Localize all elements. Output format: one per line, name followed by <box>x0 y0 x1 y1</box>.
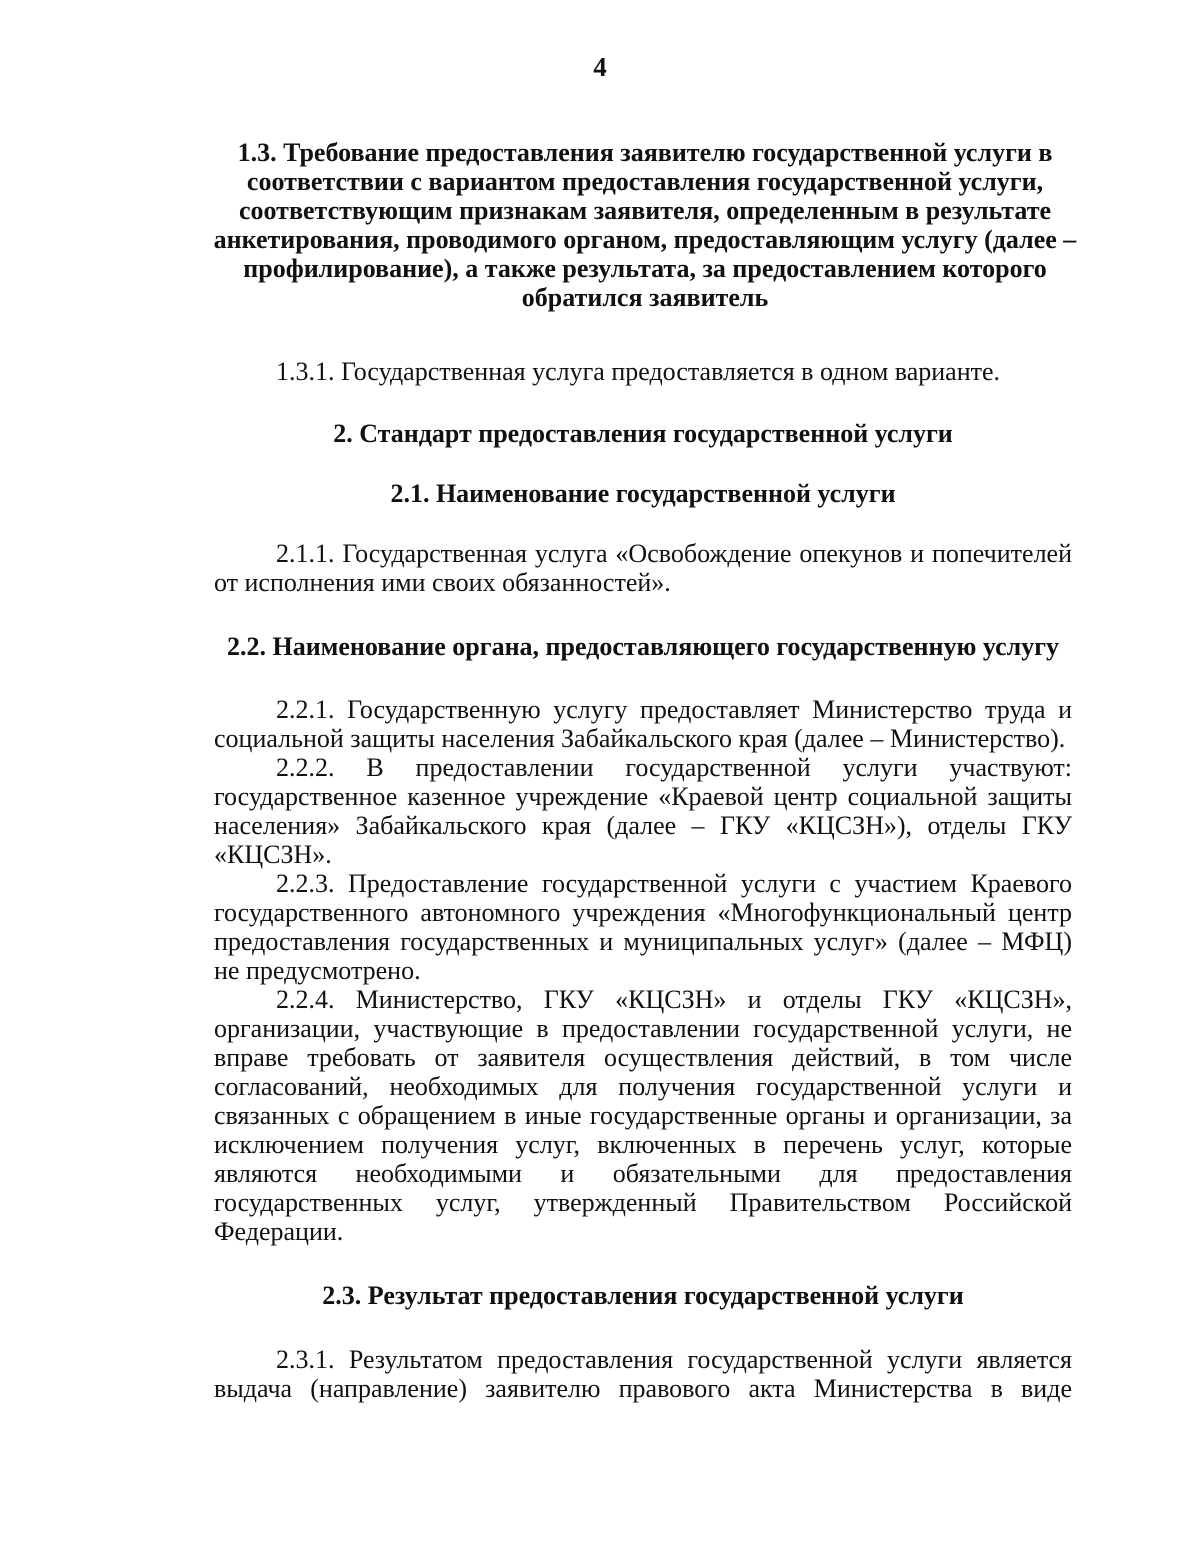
paragraph-2-2-4: 2.2.4. Министерство, ГКУ «КЦСЗН» и отделы ГКУ «КЦСЗН», организации, участвующие в предоставлении государственной услуги, не вправе требовать от заявителя осуществления действий, в том числе согласований, необходимых для получения государственной услуги и связанных с обращением в иные государственные органы и организации, за исключением получения услуг, включенных в перечень услуг, которые являются необходимыми и обязательными для предоставления государственных услуг, утвержденный Правительством Российской Федерации. <box>214 985 1072 1246</box>
section-heading-2-3: 2.3. Результат предоставления государственной услуги <box>322 1281 964 1310</box>
paragraph-2-2-2: 2.2.2. В предоставлении государственной услуги участвуют: государственное казенное учреждение «Краевой центр социальной защиты населения» Забайкальского края (далее – ГКУ «КЦСЗН»), отделы ГКУ «КЦСЗН». <box>214 753 1072 869</box>
paragraph-2-3-1: 2.3.1. Результатом предоставления государственной услуги является выдача (направление) заявителю правового акта Министерства в виде <box>214 1345 1072 1403</box>
section-heading-2-2: 2.2. Наименование органа, предоставляющего государственную услугу <box>226 632 1060 661</box>
document-body <box>213 138 1077 1403</box>
section-heading-2-1: 2.1. Наименование государственной услуги <box>390 479 896 508</box>
page-number: 4 <box>593 52 607 82</box>
paragraph-2-2-3: 2.2.3. Предоставление государственной услуги с участием Краевого государственного автономного учреждения «Многофункциональный центр предоставления государственных и муниципальных услуг» (далее – МФЦ) не предусмотрено. <box>214 869 1072 985</box>
paragraph-2-1-1: 2.1.1. Государственная услуга «Освобождение опекунов и попечителей от исполнения ими своих обязанностей». <box>214 539 1072 597</box>
paragraph-2-2-1: 2.2.1. Государственную услугу предоставляет Министерство труда и социальной защиты населения Забайкальского края (далее – Министерство). <box>214 695 1072 753</box>
section-heading-2: 2. Стандарт предоставления государственной услуги <box>333 419 953 448</box>
paragraph-1-3-1: 1.3.1. Государственная услуга предоставляется в одном варианте. <box>276 357 1001 386</box>
section-heading-1-3: 1.3. Требование предоставления заявителю государственной услуги в соответствии с вариантом предоставления государственной услуги, соответствующим признакам заявителя, определенным в результате анкетирования, проводимого органом, предоставляющим услугу (далее – профилирование), а также результата, за предоставлением которого обратился заявитель <box>213 138 1077 312</box>
